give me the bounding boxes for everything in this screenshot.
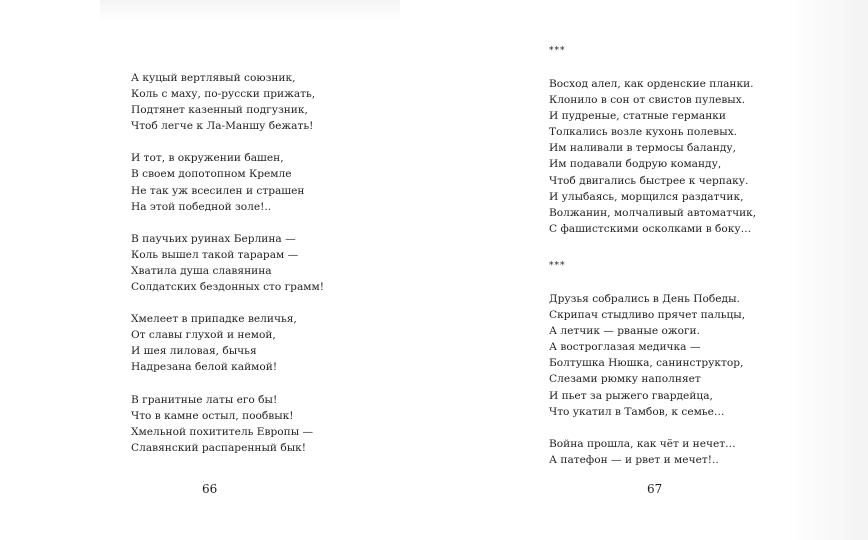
poem-line: Им наливали в термосы баланду, bbox=[549, 142, 736, 155]
poem-line: Что в камне остыл, пообвык! bbox=[131, 409, 294, 422]
right-poems bbox=[549, 44, 756, 490]
poem-line: Друзья собрались в День Победы. bbox=[549, 292, 740, 305]
poem-line: Хватила душа славянина bbox=[131, 264, 272, 277]
poem-line: А куцый вертлявый союзник, bbox=[131, 72, 296, 84]
right-page bbox=[434, 0, 868, 540]
stanza bbox=[131, 70, 324, 134]
poem-line: В паучьих руинах Берлина — bbox=[131, 232, 296, 245]
poem-line: Коль с маху, по-русски прижать, bbox=[131, 88, 316, 101]
stanza bbox=[131, 150, 324, 214]
poem-line: Чтоб двигались быстрее к черпаку. bbox=[549, 174, 749, 187]
poem-line: С фашистскими осколками в боку… bbox=[549, 222, 752, 235]
poem-line: Восход алел, как орденские планки. bbox=[549, 78, 754, 90]
bleed-through-shadow bbox=[100, 0, 400, 22]
poem-line: Клонило в сон от свистов пулевых. bbox=[549, 94, 746, 107]
stanza bbox=[549, 291, 756, 420]
poem-line: Подтянет казенный подгузник, bbox=[131, 104, 308, 117]
poem-line: Война прошла, как чёт и нечет… bbox=[549, 437, 736, 450]
poem-line: И пудреные, статные германки bbox=[549, 110, 726, 123]
poem-section bbox=[549, 259, 756, 468]
poem-line: Хмелеет в припадке величья, bbox=[131, 313, 297, 326]
poem-line: Болтушка Нюшка, санинструктор, bbox=[549, 357, 744, 370]
poem-line: А востроглазая медичка — bbox=[549, 341, 701, 354]
stanza bbox=[131, 231, 324, 295]
poem-line: Толкались возле кухонь полевых. bbox=[549, 126, 738, 139]
poem-line: И улыбаясь, морщился раздатчик, bbox=[549, 190, 744, 203]
poem-line: Слезами рюмку наполняет bbox=[549, 373, 701, 386]
poem-line: Волжанин, молчаливый автоматчик, bbox=[549, 206, 757, 219]
poem-section bbox=[549, 44, 756, 237]
section-separator: *** bbox=[549, 260, 566, 271]
poem-line: Что укатил в Тамбов, к семье… bbox=[549, 405, 725, 418]
poem-line: От славы глухой и немой, bbox=[131, 329, 276, 342]
section-separator: *** bbox=[549, 46, 566, 56]
poem-line: В гранитные латы его бы! bbox=[131, 393, 278, 406]
poem-line: Чтоб легче к Ла-Маншу бежать! bbox=[131, 120, 314, 133]
stanza bbox=[549, 76, 756, 237]
poem-line: На этой победной золе!.. bbox=[131, 200, 272, 213]
poem-line: Солдатских бездонных сто грамм! bbox=[131, 281, 325, 294]
poem-line: Славянский распаренный бык! bbox=[131, 441, 307, 454]
poem-line: И шея лиловая, бычья bbox=[131, 345, 257, 358]
page-edge-shade bbox=[786, 0, 868, 540]
poem-line: Скрипач стыдливо прячет пальцы, bbox=[549, 309, 746, 322]
poem-line: Коль вышел такой тарарам — bbox=[131, 248, 299, 261]
page-number: 66 bbox=[202, 482, 218, 496]
stanza bbox=[131, 311, 324, 375]
poem-line: Им подавали бодрую команду, bbox=[549, 158, 722, 171]
poem-line: Не так уж всесилен и страшен bbox=[131, 184, 305, 197]
stanza bbox=[131, 392, 324, 456]
poem-line: И пьет за рыжего гвардейца, bbox=[549, 389, 713, 402]
page-number: 67 bbox=[647, 482, 663, 496]
poem-line: Хмельной похититель Европы — bbox=[131, 425, 314, 438]
stanza bbox=[549, 436, 756, 468]
poem-line: И тот, в окружении башен, bbox=[131, 152, 284, 165]
poem-line: А летчик — рваные ожоги. bbox=[549, 325, 700, 338]
left-poem bbox=[131, 70, 324, 472]
poem-line: В своем допотопном Кремле bbox=[131, 168, 292, 181]
poem-line: Надрезана белой каймой! bbox=[131, 361, 278, 374]
poem-line: А патефон — и рвет и мечет!.. bbox=[549, 453, 719, 466]
